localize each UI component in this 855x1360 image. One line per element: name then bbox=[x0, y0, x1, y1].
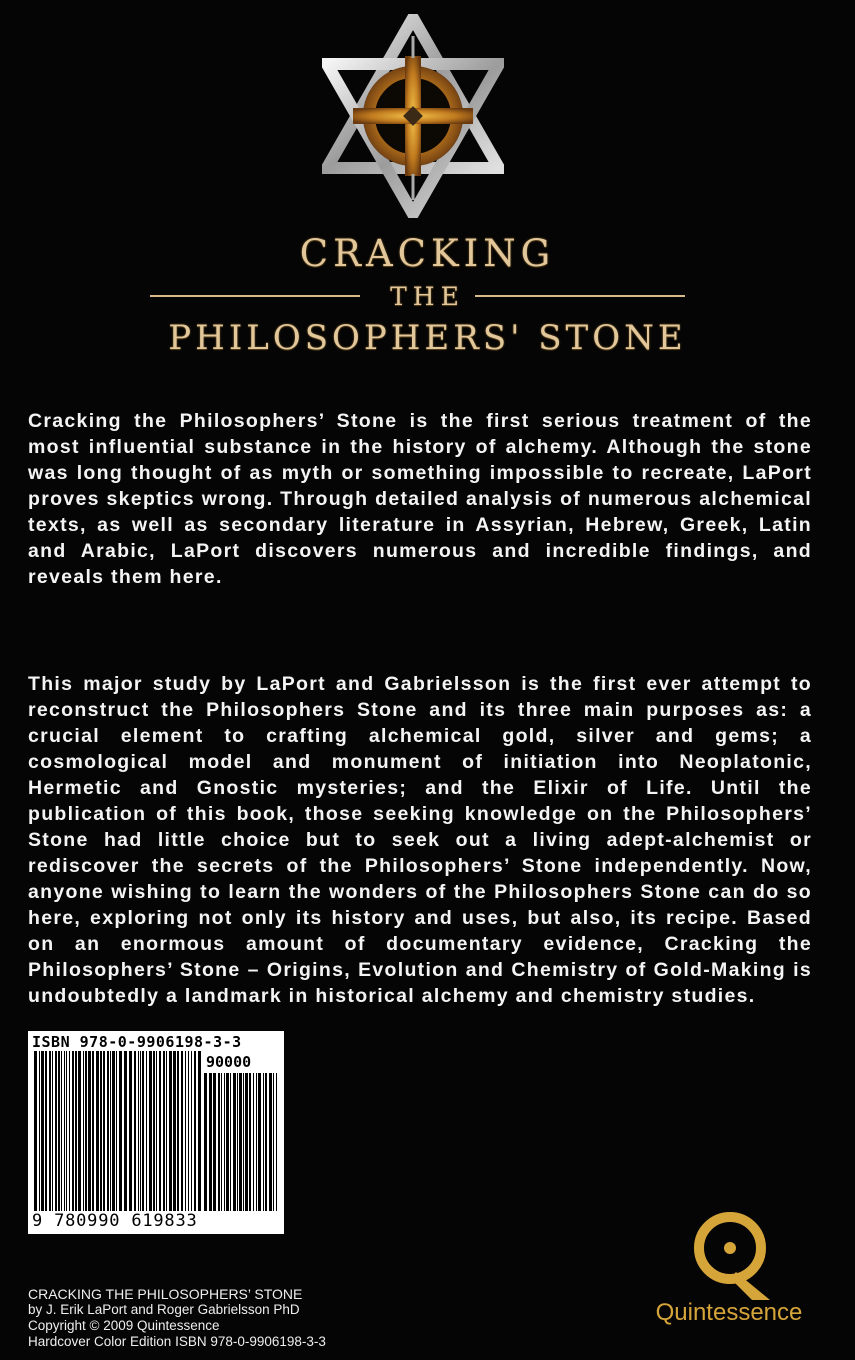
book-title-line-1: CRACKING bbox=[299, 232, 556, 275]
book-title-line-2: THE bbox=[390, 282, 465, 311]
description-paragraph-2: This major study by LaPort and Gabrielsson is the first ever attempt to reconstruct the Philosophers Stone and its three main purposes as: a crucial element to crafting alchemical gold, silver and gems; a cosmological model and monument of initiation into Neoplatonic, Hermetic and Gnostic mysteries; and the Elixir of Life. Until the publication of this book, those seeking knowledge on the Philosophers’ Stone had little choice but to seek out a living adept-alchemist or rediscover the secrets of the Philosophers’ Stone independently. Now, anyone wishing to learn the wonders of the Philosophers Stone can do so here, exploring not only its history and uses, but also, its recipe. Based on an enormous amount of documentary evidence, Cracking the Philosophers’ Stone – Origins, Evolution and Chemistry of Gold-Making is undoubtedly a landmark in historical alchemy and chemistry studies. bbox=[28, 673, 812, 1007]
barcode-digits: 9 780990 619833 bbox=[32, 1211, 198, 1231]
star-of-david-cross-emblem-icon bbox=[322, 14, 504, 218]
price-code: 90000 bbox=[206, 1053, 252, 1071]
q-circle-icon bbox=[690, 1208, 772, 1300]
imprint-title: CRACKING THE PHILOSOPHERS’ STONE bbox=[28, 1286, 303, 1302]
imprint-copyright: Copyright © 2009 Quintessence bbox=[28, 1318, 220, 1333]
book-title-line-3: PHILOSOPHERS' STONE bbox=[168, 318, 687, 358]
title-rule-right bbox=[475, 295, 685, 297]
imprint-authors: by J. Erik LaPort and Roger Gabrielsson PhD bbox=[28, 1302, 300, 1317]
ean-barcode-bars-icon bbox=[34, 1051, 202, 1211]
isbn-barcode bbox=[28, 1031, 284, 1234]
description-paragraph-1: Cracking the Philosophers’ Stone is the first serious treatment of the most influential substance in the history of alchemy. Although the stone was long thought of as myth or something impossible to recreate, LaPort proves skeptics wrong. Through detailed analysis of numerous alchemical texts, as well as secondary literature in Assyrian, Hebrew, Greek, Latin and Arabic, LaPort discovers numerous and incredible findings, and reveals them here. bbox=[28, 410, 812, 588]
publisher-name: Quintessence bbox=[655, 1299, 803, 1326]
isbn-label: ISBN 978-0-9906198-3-3 bbox=[32, 1033, 242, 1051]
imprint-edition: Hardcover Color Edition ISBN 978-0-9906198-3-3 bbox=[28, 1334, 326, 1349]
addon-barcode-bars-icon bbox=[204, 1073, 280, 1211]
